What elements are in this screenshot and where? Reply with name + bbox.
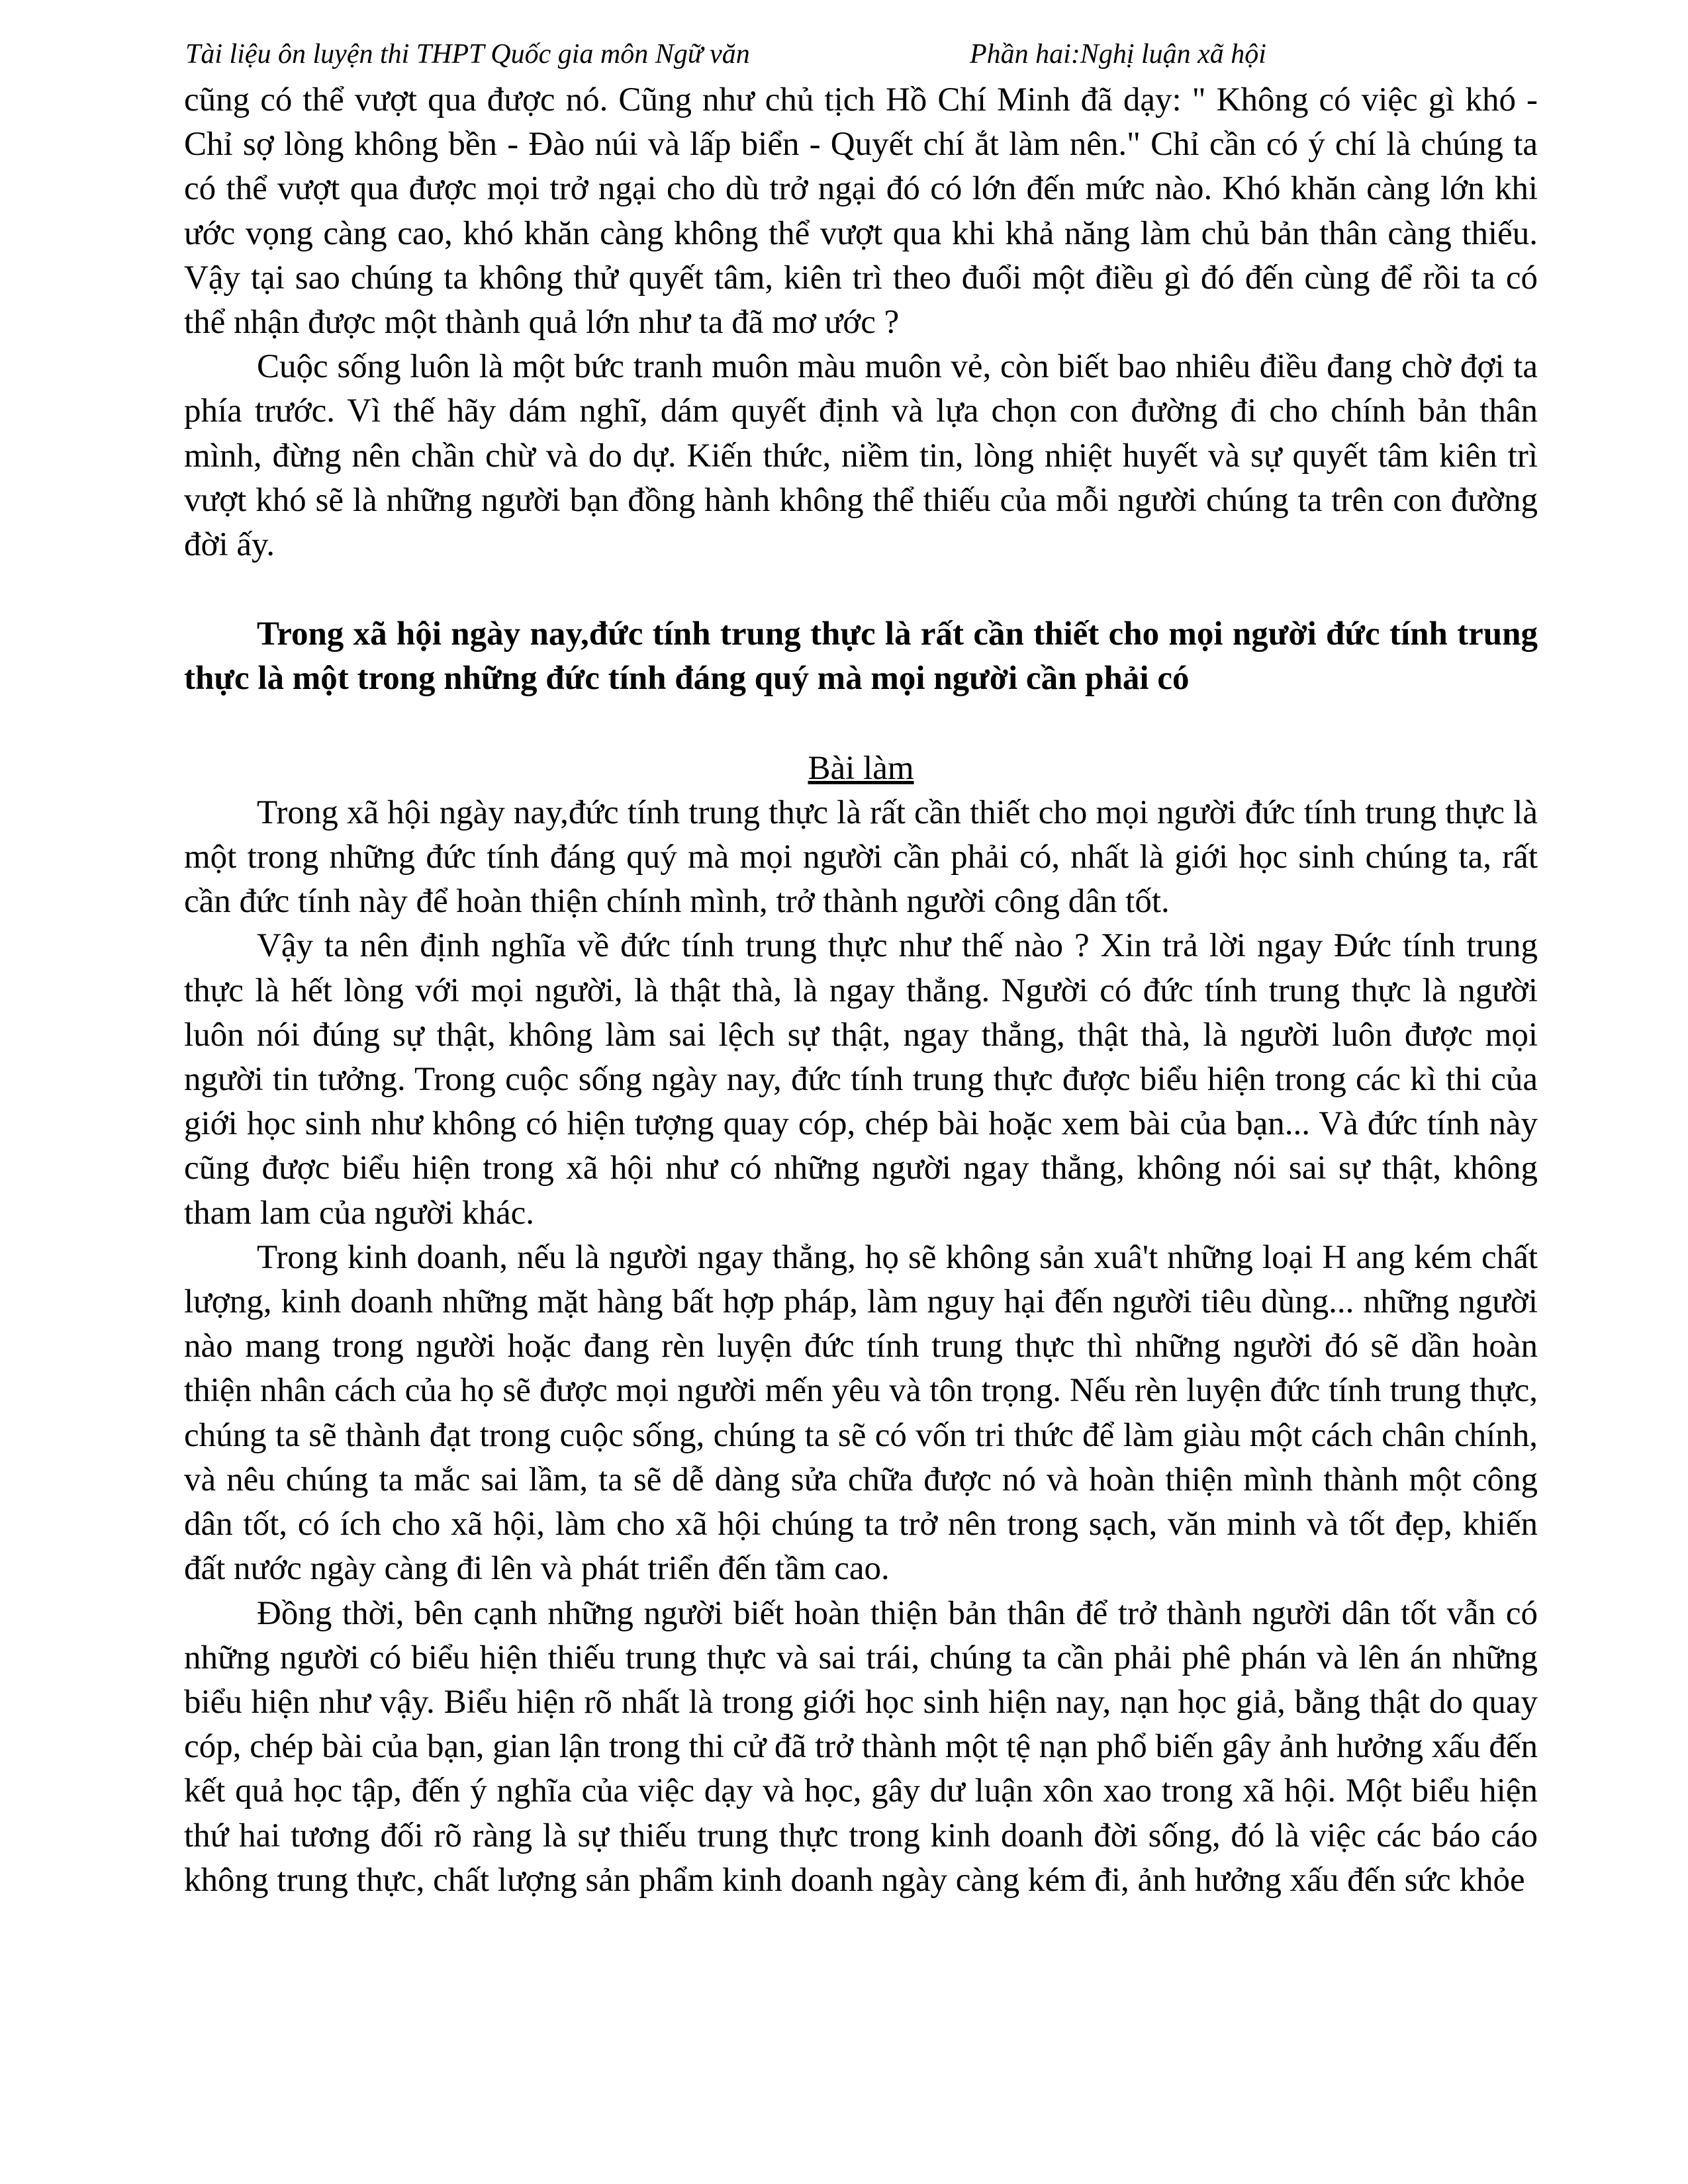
paragraph: Trong xã hội ngày nay,đức tính trung thực là rất cần thiết cho mọi người đức tính trung thực là một trong những đức tính đáng quý mà mọi người cần phải có, nhất là giới học sinh chúng ta, rất cần đức tính này để hoàn thiện chính mình, trở thành người công dân tốt.: [184, 794, 1538, 921]
header-right-text: Phần hai:Nghị luận xã hội: [970, 39, 1266, 69]
paragraph: Trong kinh doanh, nếu là người ngay thẳng, họ sẽ không sản xuâ't những loại H ang kém chất lượng, kinh doanh những mặt hàng bất hợp pháp, làm nguy hại đến người tiêu dùng... những người nào mang trong người hoặc đang rèn luyện đức tính trung thực thì những người đó sẽ dần hoàn thiện nhân cách của họ sẽ được mọi người mến yêu và tôn trọng. Nếu rèn luyện đức tính trung thực, chúng ta sẽ thành đạt trong cuộc sống, chúng ta sẽ có vốn tri thức để làm giàu một cách chân chính, và nêu chúng ta mắc sai lầm, ta sẽ dễ dàng sửa chữa được nó và hoàn thiện mình thành một công dân tốt, có ích cho xã hội, làm cho xã hội chúng ta trở nên trong sạch, văn minh và tốt đẹp, khiến đất nước ngày càng đi lên và phát triển đến tầm cao.: [184, 1238, 1538, 1588]
page-header: [185, 34, 1509, 74]
document-body: [184, 78, 1538, 1903]
header-left-text: Tài liệu ôn luyện thi THPT Quốc gia môn Ngữ văn: [185, 39, 750, 69]
spacer: [184, 567, 1538, 612]
paragraph: cũng có thể vượt qua được nó. Cũng như chủ tịch Hồ Chí Minh đã dạy: " Không có việc gì khó - Chỉ sợ lòng không bền - Đào núi và lấp biển - Quyết chí ắt làm nên." Chỉ cần có ý chí là chúng ta có thể vượt qua được mọi trở ngại cho dù trở ngại đó có lớn đến mức nào. Khó khăn càng lớn khi ước vọng càng cao, khó khăn càng không thể vượt qua khi khả năng làm chủ bản thân càng thiếu. Vậy tại sao chúng ta không thử quyết tâm, kiên trì theo đuổi một điều gì đó đến cùng để rồi ta có thể nhận được một thành quả lớn như ta đã mơ ước ?: [184, 81, 1538, 341]
paragraph: Cuộc sống luôn là một bức tranh muôn màu muôn vẻ, còn biết bao nhiêu điều đang chờ đợi ta phía trước. Vì thế hãy dám nghĩ, dám quyết định và lựa chọn con đường đi cho chính bản thân mình, đừng nên chần chừ và do dự. Kiến thức, niềm tin, lòng nhiệt huyết và sự quyết tâm kiên trì vượt khó sẽ là những người bạn đồng hành không thể thiếu của mỗi người chúng ta trên con đường đời ấy.: [184, 348, 1538, 564]
paragraph: Vậy ta nên định nghĩa về đức tính trung thực như thế nào ? Xin trả lời ngay Đức tính trung thực là hết lòng với mọi người, là thật thà, là ngay thẳng. Người có đức tính trung thực là người luôn nói đúng sự thật, không làm sai lệch sự thật, ngay thẳng, thật thà, là người luôn được mọi người tin tưởng. Trong cuộc sống ngày nay, đức tính trung thực được biểu hiện trong các kì thi của giới học sinh như không có hiện tượng quay cóp, chép bài hoặc xem bài của bạn... Và đức tính này cũng được biểu hiện trong xã hội như có những người ngay thẳng, không nói sai sự thật, không tham lam của người khác.: [184, 927, 1538, 1232]
essay-title: Trong xã hội ngày nay,đức tính trung thực là rất cần thiết cho mọi người đức tính trung thực là một trong những đức tính đáng quý mà mọi người cần phải có: [184, 615, 1538, 698]
spacer: [184, 702, 1538, 747]
section-heading: Bài làm: [808, 749, 914, 787]
paragraph: Đồng thời, bên cạnh những người biết hoàn thiện bản thân để trở thành người dân tốt vẫn có những người có biểu hiện thiếu trung thực và sai trái, chúng ta cần phải phê phán và lên án những biểu hiện như vậy. Biểu hiện rõ nhất là trong giới học sinh hiện nay, nạn học giả, bằng thật do quay cóp, chép bài của bạn, gian lận trong thi cử đã trở thành một tệ nạn phổ biến gây ảnh hưởng xấu đến kết quả học tập, đến ý nghĩa của việc dạy và học, gây dư luận xôn xao trong xã hội. Một biểu hiện thứ hai tương đối rõ ràng là sự thiếu trung thực trong kinh doanh đời sống, đó là việc các báo cáo không trung thực, chất lượng sản phẩm kinh doanh ngày càng kém đi, ảnh hưởng xấu đến sức khỏe: [184, 1594, 1538, 1899]
